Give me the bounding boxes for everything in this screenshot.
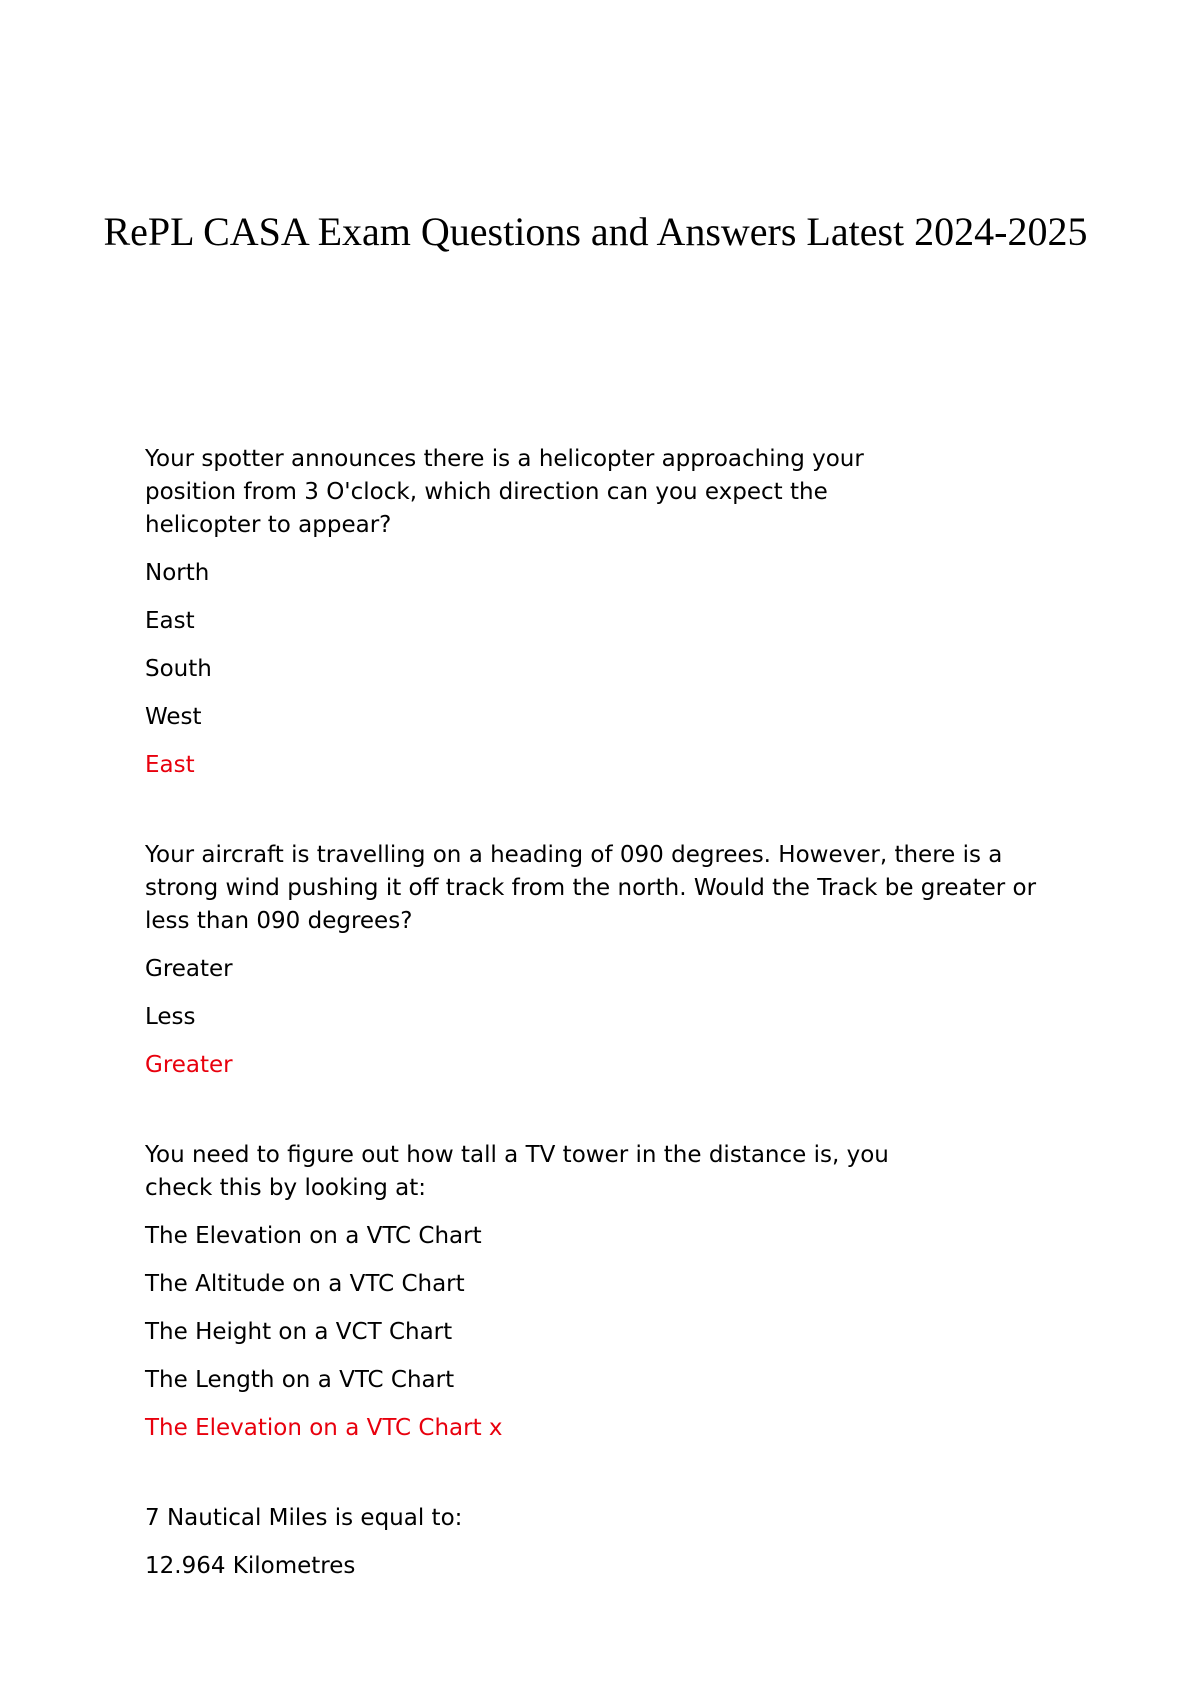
correct-answer: Greater bbox=[145, 1052, 233, 1078]
question-text: 7 Nautical Miles is equal to: bbox=[145, 1505, 463, 1531]
question-block-4 bbox=[145, 1502, 1075, 1583]
answer-option: 12.964 Kilometres bbox=[145, 1553, 356, 1579]
question-text: Your spotter announces there is a helicopter approaching your position from 3 O'clock, which direction can you expect the helicopter to appear? bbox=[145, 446, 864, 538]
question-text: Your aircraft is travelling on a heading of 090 degrees. However, there is a strong wind pushing it off track from the north. Would the Track be greater or less than 090 degrees? bbox=[145, 842, 1037, 934]
question-block-1 bbox=[145, 443, 1075, 782]
answer-option: South bbox=[145, 656, 212, 682]
answer-option: North bbox=[145, 560, 210, 586]
page-title: RePL CASA Exam Questions and Answers Latest 2024-2025 bbox=[103, 209, 1088, 254]
answer-option: West bbox=[145, 704, 202, 730]
answer-option: Less bbox=[145, 1004, 196, 1030]
question-block-2 bbox=[145, 839, 1075, 1082]
question-text: You need to figure out how tall a TV tower in the distance is, you check this by looking at: bbox=[145, 1142, 889, 1201]
correct-answer: East bbox=[145, 752, 195, 778]
answer-option: The Length on a VTC Chart bbox=[145, 1367, 455, 1393]
question-block-3 bbox=[145, 1139, 1075, 1445]
answer-option: The Elevation on a VTC Chart bbox=[145, 1223, 482, 1249]
document-body bbox=[145, 443, 1075, 1640]
answer-option: The Altitude on a VTC Chart bbox=[145, 1271, 465, 1297]
answer-option: East bbox=[145, 608, 195, 634]
answer-option: Greater bbox=[145, 956, 233, 982]
answer-option: The Height on a VCT Chart bbox=[145, 1319, 453, 1345]
correct-answer: The Elevation on a VTC Chart x bbox=[145, 1415, 503, 1441]
